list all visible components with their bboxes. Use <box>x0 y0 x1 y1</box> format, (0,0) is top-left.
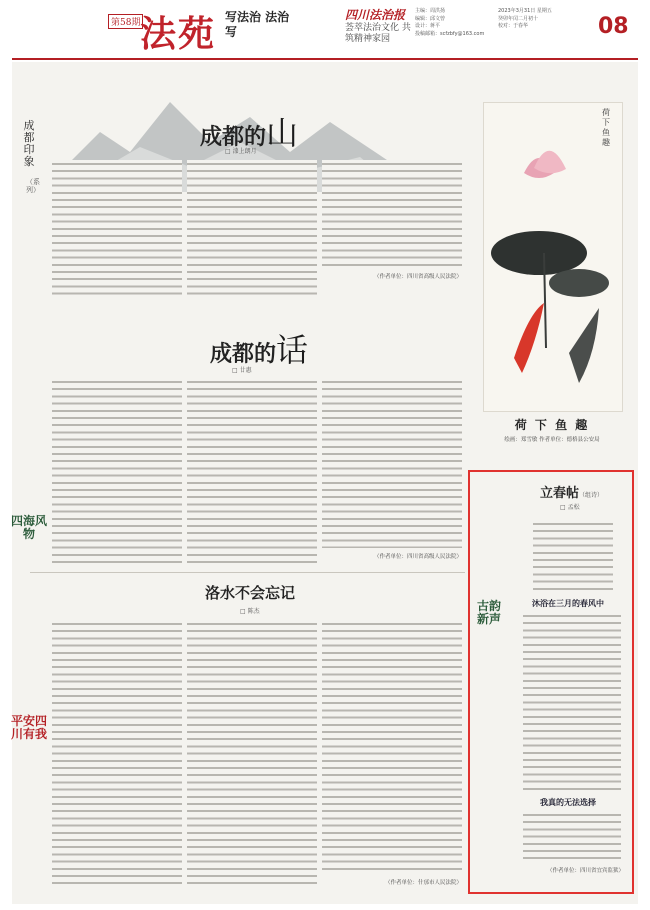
article1-column <box>322 160 462 268</box>
painting-inscription: 荷下鱼趣 <box>602 108 610 147</box>
poem-author: （作者单位：四川省宜宾监狱） <box>546 868 624 874</box>
date-line: 癸卯年闰二月初十 <box>498 15 539 22</box>
article2-column <box>187 378 317 563</box>
article1-title-big: 山 <box>266 114 299 152</box>
staff-line: 投稿邮箱：scfzbfy@163.com <box>415 30 485 37</box>
date-line: 校对：于春华 <box>498 23 529 29</box>
staff-line: 主编：周洪扬 <box>415 8 446 14</box>
side-logo-b: 平安四川有我 <box>10 714 47 741</box>
article3-title: 洛水不会忘记 <box>205 584 296 602</box>
poem-byline: □ 孟松 <box>560 504 580 511</box>
painting-title: 荷 下 鱼 趣 <box>514 418 590 432</box>
slogan: 写法治 法治写 <box>225 10 290 39</box>
article1-column <box>52 160 182 300</box>
poem-title-note: （组诗） <box>579 492 604 499</box>
side-logo-c: 古韵新声 <box>476 599 501 626</box>
section-divider <box>30 572 465 573</box>
poem-stanza <box>523 612 621 792</box>
painting-caption: 绘画：郑雪敏 作者单位：德格县公安局 <box>504 437 600 443</box>
article2-author: （作者单位：四川省高级人民法院） <box>373 554 462 560</box>
newspaper-name: 四川法治报 <box>345 8 406 22</box>
article3-column <box>322 620 462 875</box>
article1-column <box>187 160 317 300</box>
staff-line: 编辑：邱文曾 <box>415 15 446 22</box>
article2-byline: □ 廿惠 <box>232 367 252 374</box>
painting-image <box>484 103 622 411</box>
staff-line: 设计：蒋平 <box>415 23 441 29</box>
article2-title-pre: 成都的 <box>210 341 277 367</box>
date-line: 2023年3月31日 星期五 <box>498 8 552 14</box>
section-logo: 法苑 <box>140 13 217 55</box>
page-number: 08 <box>598 14 629 39</box>
section-label-sub: （系列） <box>26 178 40 194</box>
header-divider <box>12 58 638 60</box>
article1-title-pre: 成都的 <box>200 124 267 150</box>
side-logo-a: 四海风物 <box>10 514 47 541</box>
article2-title-big: 话 <box>276 331 309 369</box>
article2-title <box>210 325 308 371</box>
poem-subtitle-2: 我真的无法选择 <box>540 797 596 807</box>
section-label: 成都印象 <box>23 119 35 168</box>
newspaper-tagline: 荟萃法治文化 共筑精神家园 <box>345 23 411 44</box>
article3-byline: □ 陈杰 <box>240 608 260 615</box>
poem-stanza <box>523 811 621 861</box>
article2-column <box>322 378 462 548</box>
poem-stanza <box>533 520 613 590</box>
article1-author: （作者单位：四川省高级人民法院） <box>373 274 462 280</box>
poem-title: 立春帖 <box>540 486 580 501</box>
edition-badge: 第58期 <box>108 14 143 29</box>
article1-byline: □ 漆上朗月 <box>225 148 257 155</box>
article3-column <box>187 620 317 888</box>
date-info <box>498 8 593 31</box>
lotus-fish-painting <box>483 102 623 412</box>
article3-column <box>52 620 182 888</box>
staff-info <box>415 8 505 38</box>
article3-author: （作者单位：什邡市人民法院） <box>384 880 462 886</box>
poem-subtitle-1: 沐浴在三月的春风中 <box>532 598 604 608</box>
poem-main-title <box>540 482 603 501</box>
article2-column <box>52 378 182 563</box>
